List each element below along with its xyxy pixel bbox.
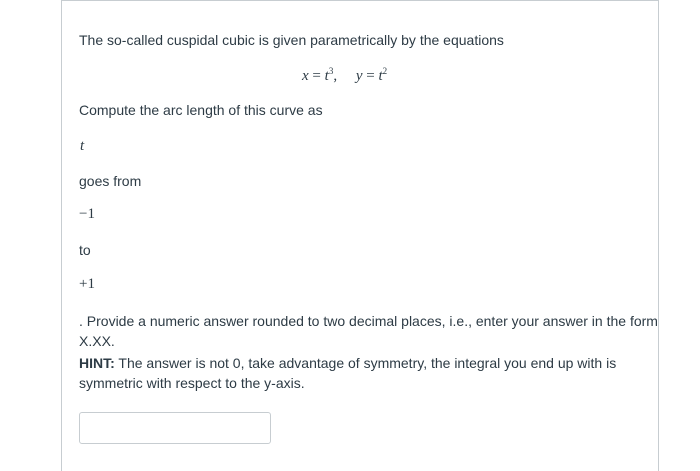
eq-y-equals: = xyxy=(366,68,375,84)
intro-text: The so-called cuspidal cubic is given parametrically by the equations xyxy=(79,32,504,48)
hint-text-1: The answer is not 0, take advantage of symmetry, the integral you end up with is xyxy=(114,355,617,371)
goes-from-text: goes from xyxy=(79,173,142,189)
eq-y-var: y xyxy=(355,68,363,84)
hint-line-2: symmetric with respect to the y-axis. xyxy=(79,375,305,391)
eq-x-equals: = xyxy=(312,68,321,84)
lower-bound: −1 xyxy=(79,206,95,222)
instruction-line-1: . Provide a numeric answer rounded to two decimal places, i.e., enter your answer in the form xyxy=(79,313,658,329)
compute-text: Compute the arc length of this curve as xyxy=(79,102,323,118)
hint-label: HINT: xyxy=(79,355,115,371)
eq-x-exponent: 3 xyxy=(328,66,334,76)
eq-y-t: t xyxy=(378,68,383,84)
variable-t-symbol: t xyxy=(80,138,85,154)
variable-t xyxy=(80,136,84,156)
parametric-equations xyxy=(302,66,387,86)
upper-bound: +1 xyxy=(79,276,95,292)
eq-y-exponent: 2 xyxy=(382,66,388,76)
eq-comma: , xyxy=(333,68,338,84)
hint-line-1 xyxy=(79,353,616,373)
eq-x-t: t xyxy=(324,68,329,84)
answer-input[interactable] xyxy=(79,412,271,444)
eq-x-var: x xyxy=(302,68,309,84)
instruction-line-2: X.XX. xyxy=(79,333,115,349)
to-text: to xyxy=(79,242,91,258)
